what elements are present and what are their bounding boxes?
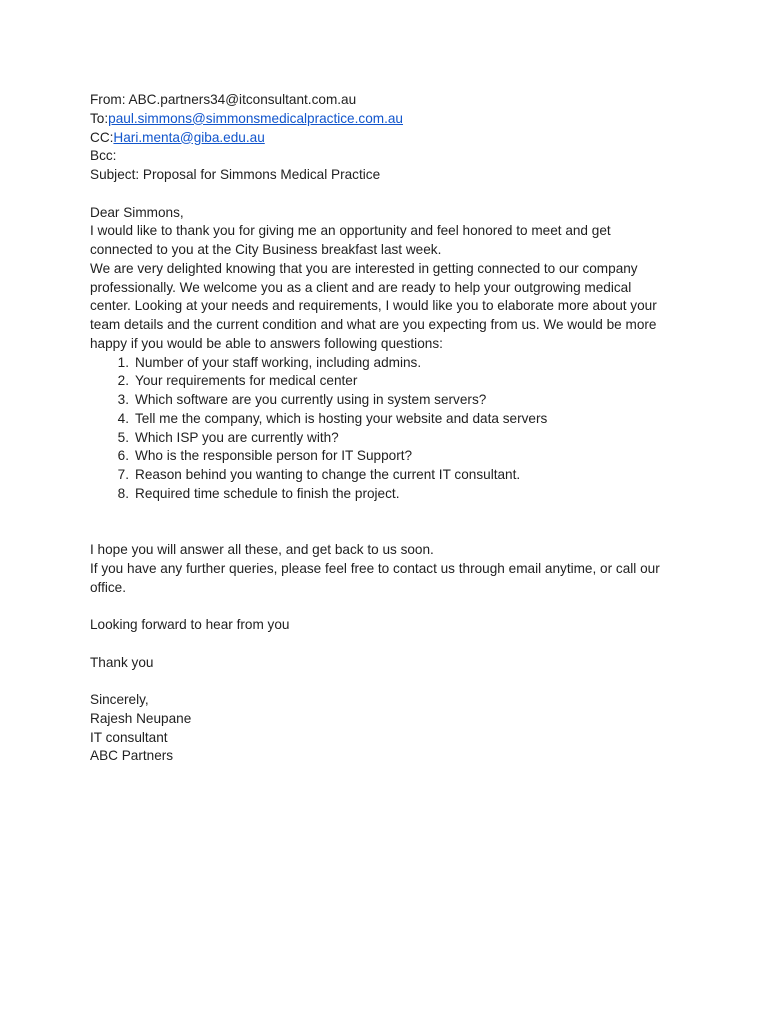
subject-line	[90, 166, 680, 185]
closing-queries-paragraph	[90, 560, 680, 598]
thank-you-line: Thank you	[90, 654, 154, 670]
question-text: Which ISP you are currently with?	[135, 429, 339, 445]
question-item	[117, 391, 680, 410]
question-text: Required time schedule to finish the project.	[135, 485, 400, 501]
question-item	[117, 410, 680, 429]
question-text: Reason behind you wanting to change the current IT consultant.	[135, 467, 521, 482]
spacer	[90, 597, 680, 616]
spacer	[90, 635, 680, 654]
question-item	[117, 447, 680, 466]
email-document	[90, 91, 680, 766]
paragraph-line: We are very delighted knowing that you are interested in getting connected to our company	[90, 260, 638, 276]
cc-line	[90, 129, 680, 148]
cc-label: CC:	[90, 129, 114, 145]
paragraph-line: center. Looking at your needs and requirements, I would like you to elaborate more about your	[90, 298, 657, 314]
question-item	[117, 429, 680, 448]
question-number: 1.	[117, 354, 129, 370]
sign-off: Sincerely,	[90, 692, 149, 707]
question-item	[117, 466, 680, 485]
question-text: Who is the responsible person for IT Support?	[135, 448, 413, 464]
paragraph-line: office.	[90, 579, 127, 595]
signer-title: IT consultant	[90, 729, 168, 745]
subject-label: Subject:	[90, 167, 143, 182]
paragraph-line: happy if you would be able to answers following questions:	[90, 335, 443, 351]
subject-value: Proposal for Simmons Medical Practice	[142, 167, 381, 182]
bcc-label: Bcc:	[90, 148, 117, 164]
greeting: Dear Simmons,	[90, 204, 184, 220]
cc-address-link[interactable]: Hari.menta@giba.edu.au	[113, 129, 265, 145]
intro-paragraph	[90, 222, 680, 260]
from-label: From:	[90, 92, 129, 107]
question-number: 8.	[117, 485, 129, 501]
details-paragraph	[90, 260, 680, 354]
question-text: Your requirements for medical center	[135, 373, 358, 389]
signer-name: Rajesh Neupane	[90, 710, 192, 726]
looking-forward-line: Looking forward to hear from you	[90, 617, 290, 632]
question-item	[117, 354, 680, 373]
spacer	[90, 504, 680, 542]
signature-block	[90, 691, 680, 766]
from-address: ABC.partners34@itconsultant.com.au	[128, 92, 357, 107]
paragraph-line: professionally. We welcome you as a client and are ready to help your outgrowing medical	[90, 279, 632, 295]
signer-company: ABC Partners	[90, 748, 174, 764]
to-line	[90, 110, 680, 129]
question-text: Tell me the company, which is hosting your website and data servers	[135, 410, 548, 426]
question-number: 3.	[117, 392, 129, 407]
question-number: 4.	[117, 410, 129, 426]
paragraph-line: connected to you at the City Business breakfast last week.	[90, 242, 442, 257]
spacer	[90, 185, 680, 204]
closing-hope-line: I hope you will answer all these, and get back to us soon.	[90, 542, 434, 557]
question-number: 2.	[117, 373, 129, 389]
bcc-line	[90, 147, 680, 166]
to-label: To:	[90, 110, 109, 126]
from-line	[90, 91, 680, 110]
paragraph-line: I would like to thank you for giving me an opportunity and feel honored to meet and get	[90, 223, 611, 239]
question-item	[117, 485, 680, 504]
question-number: 5.	[117, 429, 129, 445]
question-text: Which software are you currently using in system servers?	[135, 392, 487, 407]
to-address-link[interactable]: paul.simmons@simmonsmedicalpractice.com.au	[108, 110, 403, 126]
paragraph-line: If you have any further queries, please feel free to contact us through email anytime, or call our	[90, 560, 660, 576]
question-text: Number of your staff working, including admins.	[135, 354, 422, 370]
question-number: 7.	[117, 467, 129, 482]
spacer	[90, 672, 680, 691]
question-item	[117, 372, 680, 391]
paragraph-line: team details and the current condition and what are you expecting from us. We would be more	[90, 317, 657, 332]
question-number: 6.	[117, 448, 129, 464]
questions-list	[90, 354, 680, 504]
